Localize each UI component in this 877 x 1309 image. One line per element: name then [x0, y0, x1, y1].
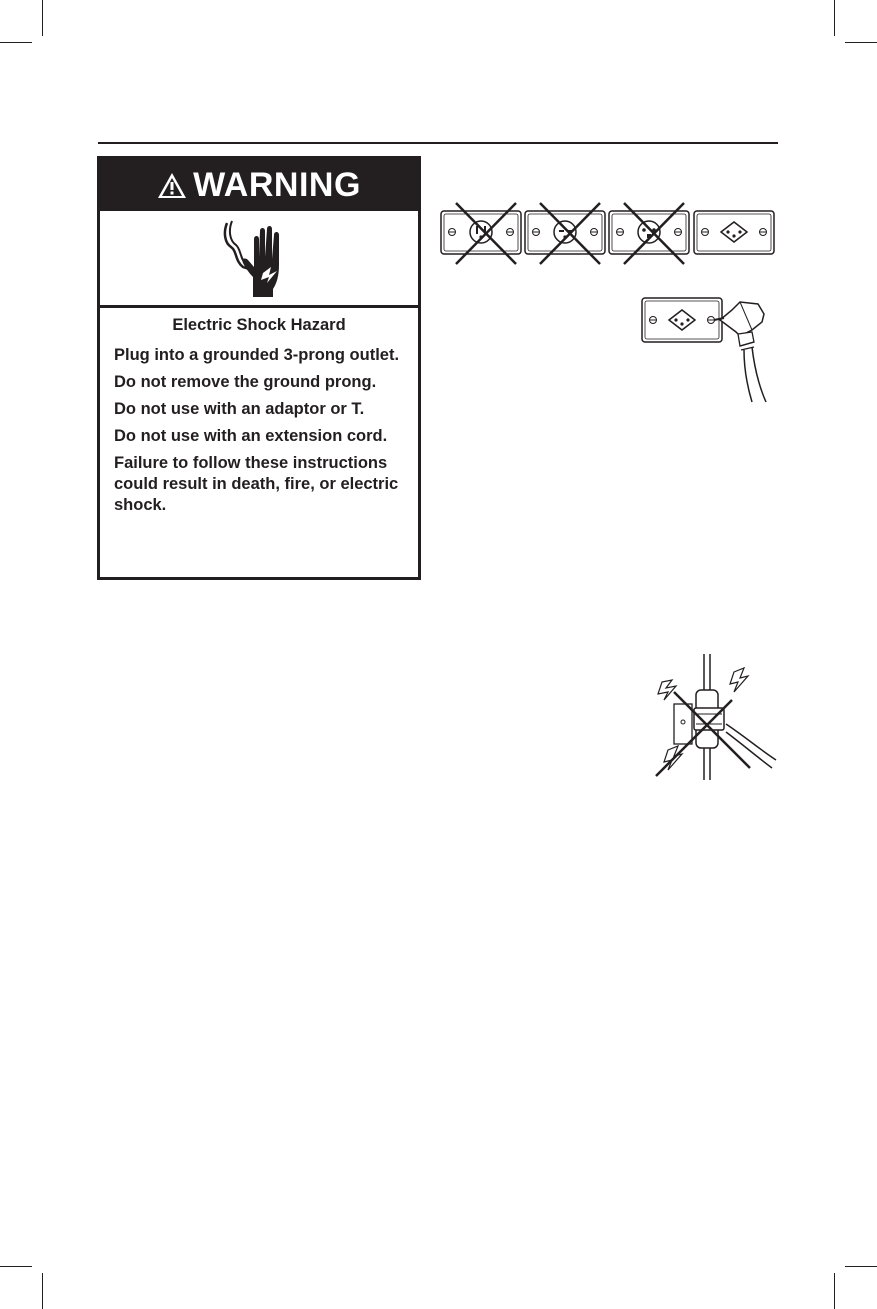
- section-rule: [98, 142, 778, 144]
- crossed-outlet-icon: [609, 203, 689, 264]
- instruction-item: Do not remove the ground prong.: [114, 373, 377, 391]
- instruction-item: Failure to follow these instructions could result in death, fire, or electric shock.: [114, 454, 399, 514]
- approved-outlet-icon: [694, 211, 774, 254]
- warning-heading: WARNING: [193, 165, 361, 204]
- crop-mark: [834, 1273, 835, 1309]
- outlet-comparison-figure: [440, 200, 780, 266]
- crossed-outlet-icon: [441, 203, 521, 264]
- plug-into-outlet-icon: [640, 292, 780, 404]
- warning-box: [97, 156, 421, 580]
- alert-triangle-icon: [157, 172, 187, 199]
- crossed-adapter-icon: [654, 652, 780, 782]
- crop-mark: [845, 1266, 877, 1267]
- crop-mark: [0, 1266, 32, 1267]
- crop-mark: [42, 1273, 43, 1309]
- crop-mark: [834, 0, 835, 36]
- hazard-title: Electric Shock Hazard: [172, 316, 346, 334]
- crossed-outlet-icon: [525, 203, 605, 264]
- instruction-item: Plug into a grounded 3-prong outlet.: [114, 346, 400, 364]
- crop-mark: [0, 42, 32, 43]
- instruction-item: Do not use with an adaptor or T.: [114, 400, 365, 418]
- crop-mark: [42, 0, 43, 36]
- crop-mark: [845, 42, 877, 43]
- hazard-icon-area: [100, 211, 418, 308]
- warning-body: [100, 308, 418, 516]
- instruction-item: Do not use with an extension cord.: [114, 427, 388, 445]
- warning-header: [100, 159, 418, 211]
- electric-shock-hand-icon: [219, 217, 299, 299]
